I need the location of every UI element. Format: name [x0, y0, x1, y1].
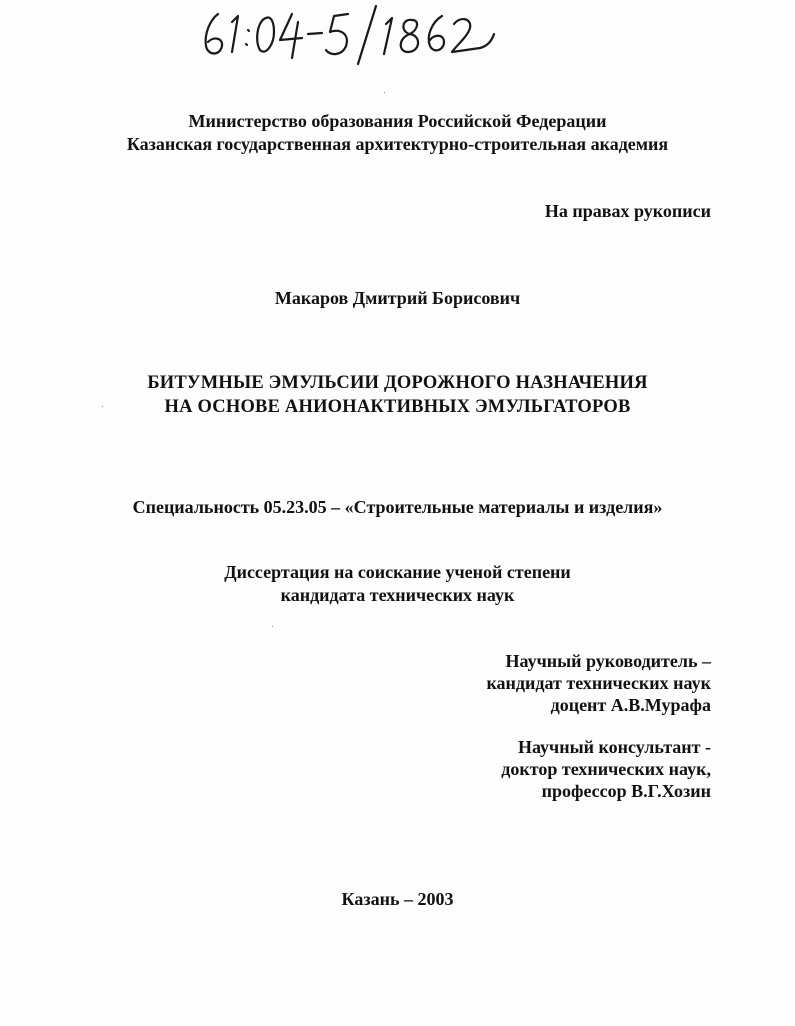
- degree-line-2: кандидата технических наук: [280, 585, 515, 605]
- rights-note: На правах рукописи: [544, 201, 711, 221]
- author-name: Макаров Дмитрий Борисович: [274, 288, 521, 308]
- supervisor-name: доцент А.В.Мурафа: [550, 695, 711, 715]
- svg-text:61:04-5/1862: 61:04-5/1862: [180, 0, 186, 1]
- degree-line-1: Диссертация на соискание ученой степени: [224, 562, 571, 582]
- supervisor-degree: кандидат технических наук: [486, 673, 711, 693]
- dissertation-title-line-1: БИТУМНЫЕ ЭМУЛЬСИИ ДОРОЖНОГО НАЗНАЧЕНИЯ: [147, 373, 648, 393]
- scan-speck: [384, 92, 385, 93]
- specialty: Специальность 05.23.05 – «Строительные материалы и изделия»: [132, 497, 663, 517]
- consultant-degree: доктор технических наук,: [501, 759, 711, 779]
- ministry-name: Министерство образования Российской Федерации: [188, 111, 607, 131]
- academy-name: Казанская государственная архитектурно-строительная академия: [126, 134, 669, 154]
- supervisor-role: Научный руководитель –: [505, 651, 711, 671]
- scan-speck: [272, 626, 273, 627]
- place-and-year: Казань – 2003: [341, 889, 454, 909]
- handwritten-code-signature: [180, 0, 500, 70]
- dissertation-title-line-2: НА ОСНОВЕ АНИОНАКТИВНЫХ ЭМУЛЬГАТОРОВ: [164, 397, 631, 417]
- consultant-role: Научный консультант -: [517, 737, 711, 757]
- consultant-name: профессор В.Г.Хозин: [541, 781, 711, 801]
